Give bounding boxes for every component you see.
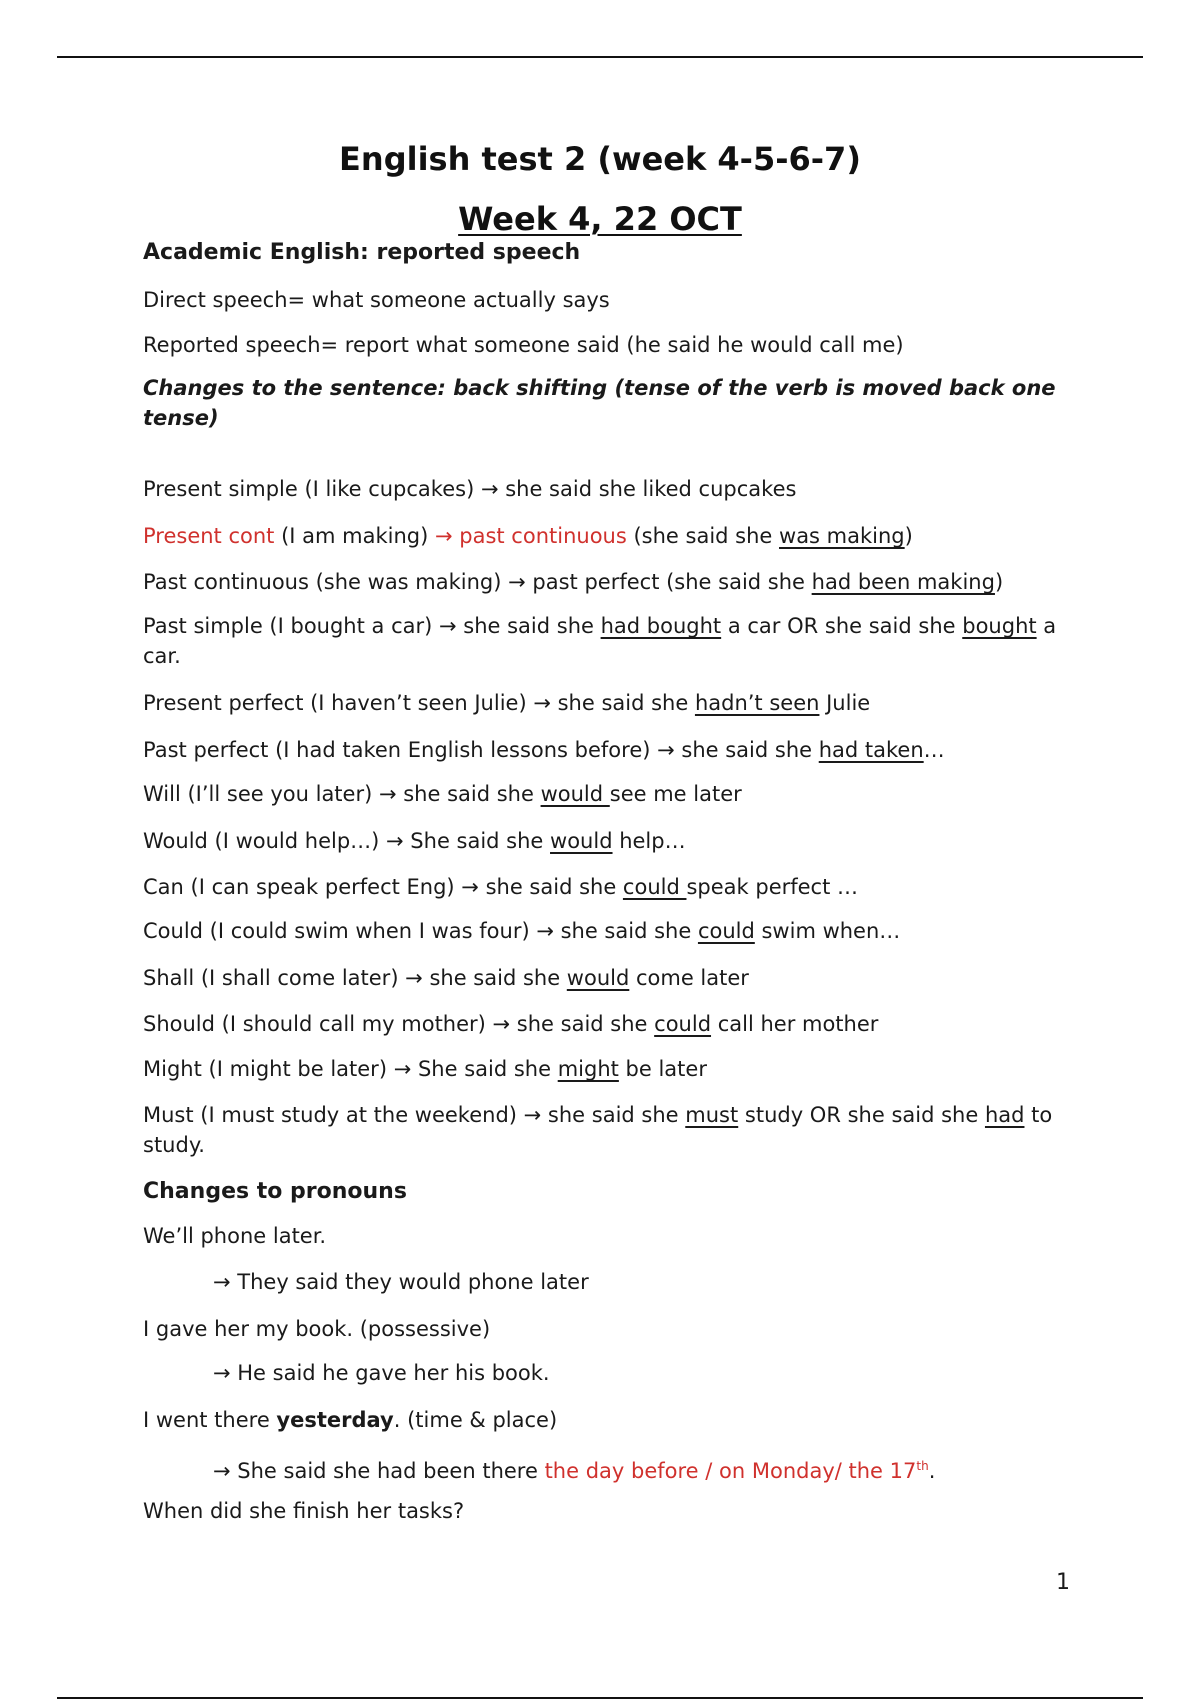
- rule-could: Could (I could swim when I was four) → she said she could swim when…: [143, 919, 901, 943]
- rule-should: Should (I should call my mother) → she said she could call her mother: [143, 1012, 879, 1036]
- pronoun-answer-3: → She said she had been there the day before / on Monday/ the 17th.: [213, 1459, 936, 1483]
- header-rule: [57, 56, 1143, 58]
- rule-would: Would (I would help…) → She said she would help…: [143, 829, 686, 853]
- page-number: 1: [1056, 1570, 1070, 1595]
- rule-shall: Shall (I shall come later) → she said she would come later: [143, 966, 749, 990]
- rule-will: Will (I’ll see you later) → she said she would see me later: [143, 782, 742, 806]
- footer-rule: [57, 1697, 1143, 1699]
- question-line: When did she finish her tasks?: [143, 1499, 465, 1523]
- changes-heading: Changes to the sentence: back shifting (tense of the verb is moved back one tense): [143, 376, 1056, 430]
- document-title: English test 2 (week 4-5-6-7): [339, 140, 861, 178]
- pronoun-example-2: I gave her my book. (possessive): [143, 1317, 491, 1341]
- section-heading: Academic English: reported speech: [143, 240, 581, 265]
- rule-must: Must (I must study at the weekend) → she said she must study OR she said she had to study.: [143, 1103, 1053, 1157]
- rule-can: Can (I can speak perfect Eng) → she said she could speak perfect …: [143, 875, 859, 899]
- pronoun-example-3: I went there yesterday. (time & place): [143, 1408, 558, 1432]
- rule-past-perfect: Past perfect (I had taken English lessons before) → she said she had taken…: [143, 738, 945, 762]
- week-heading: Week 4, 22 OCT: [458, 200, 742, 238]
- rule-might: Might (I might be later) → She said she might be later: [143, 1057, 707, 1081]
- pronoun-answer-1: → They said they would phone later: [213, 1270, 589, 1294]
- pronoun-example-1: We’ll phone later.: [143, 1224, 327, 1248]
- pronouns-heading: Changes to pronouns: [143, 1179, 407, 1204]
- rule-present-perfect: Present perfect (I haven’t seen Julie) → she said she hadn’t seen Julie: [143, 691, 871, 715]
- rule-present-simple: Present simple (I like cupcakes) → she said she liked cupcakes: [143, 477, 797, 501]
- rule-present-continuous: Present cont (I am making) → past continuous (she said she was making): [143, 524, 913, 548]
- pronoun-answer-2: → He said he gave her his book.: [213, 1361, 550, 1385]
- rule-past-continuous: Past continuous (she was making) → past perfect (she said she had been making): [143, 570, 1004, 594]
- reported-speech-definition: Reported speech= report what someone said (he said he would call me): [143, 333, 904, 357]
- direct-speech-definition: Direct speech= what someone actually says: [143, 288, 610, 312]
- rule-past-simple: Past simple (I bought a car) → she said she had bought a car OR she said she bought a car.: [143, 614, 1057, 668]
